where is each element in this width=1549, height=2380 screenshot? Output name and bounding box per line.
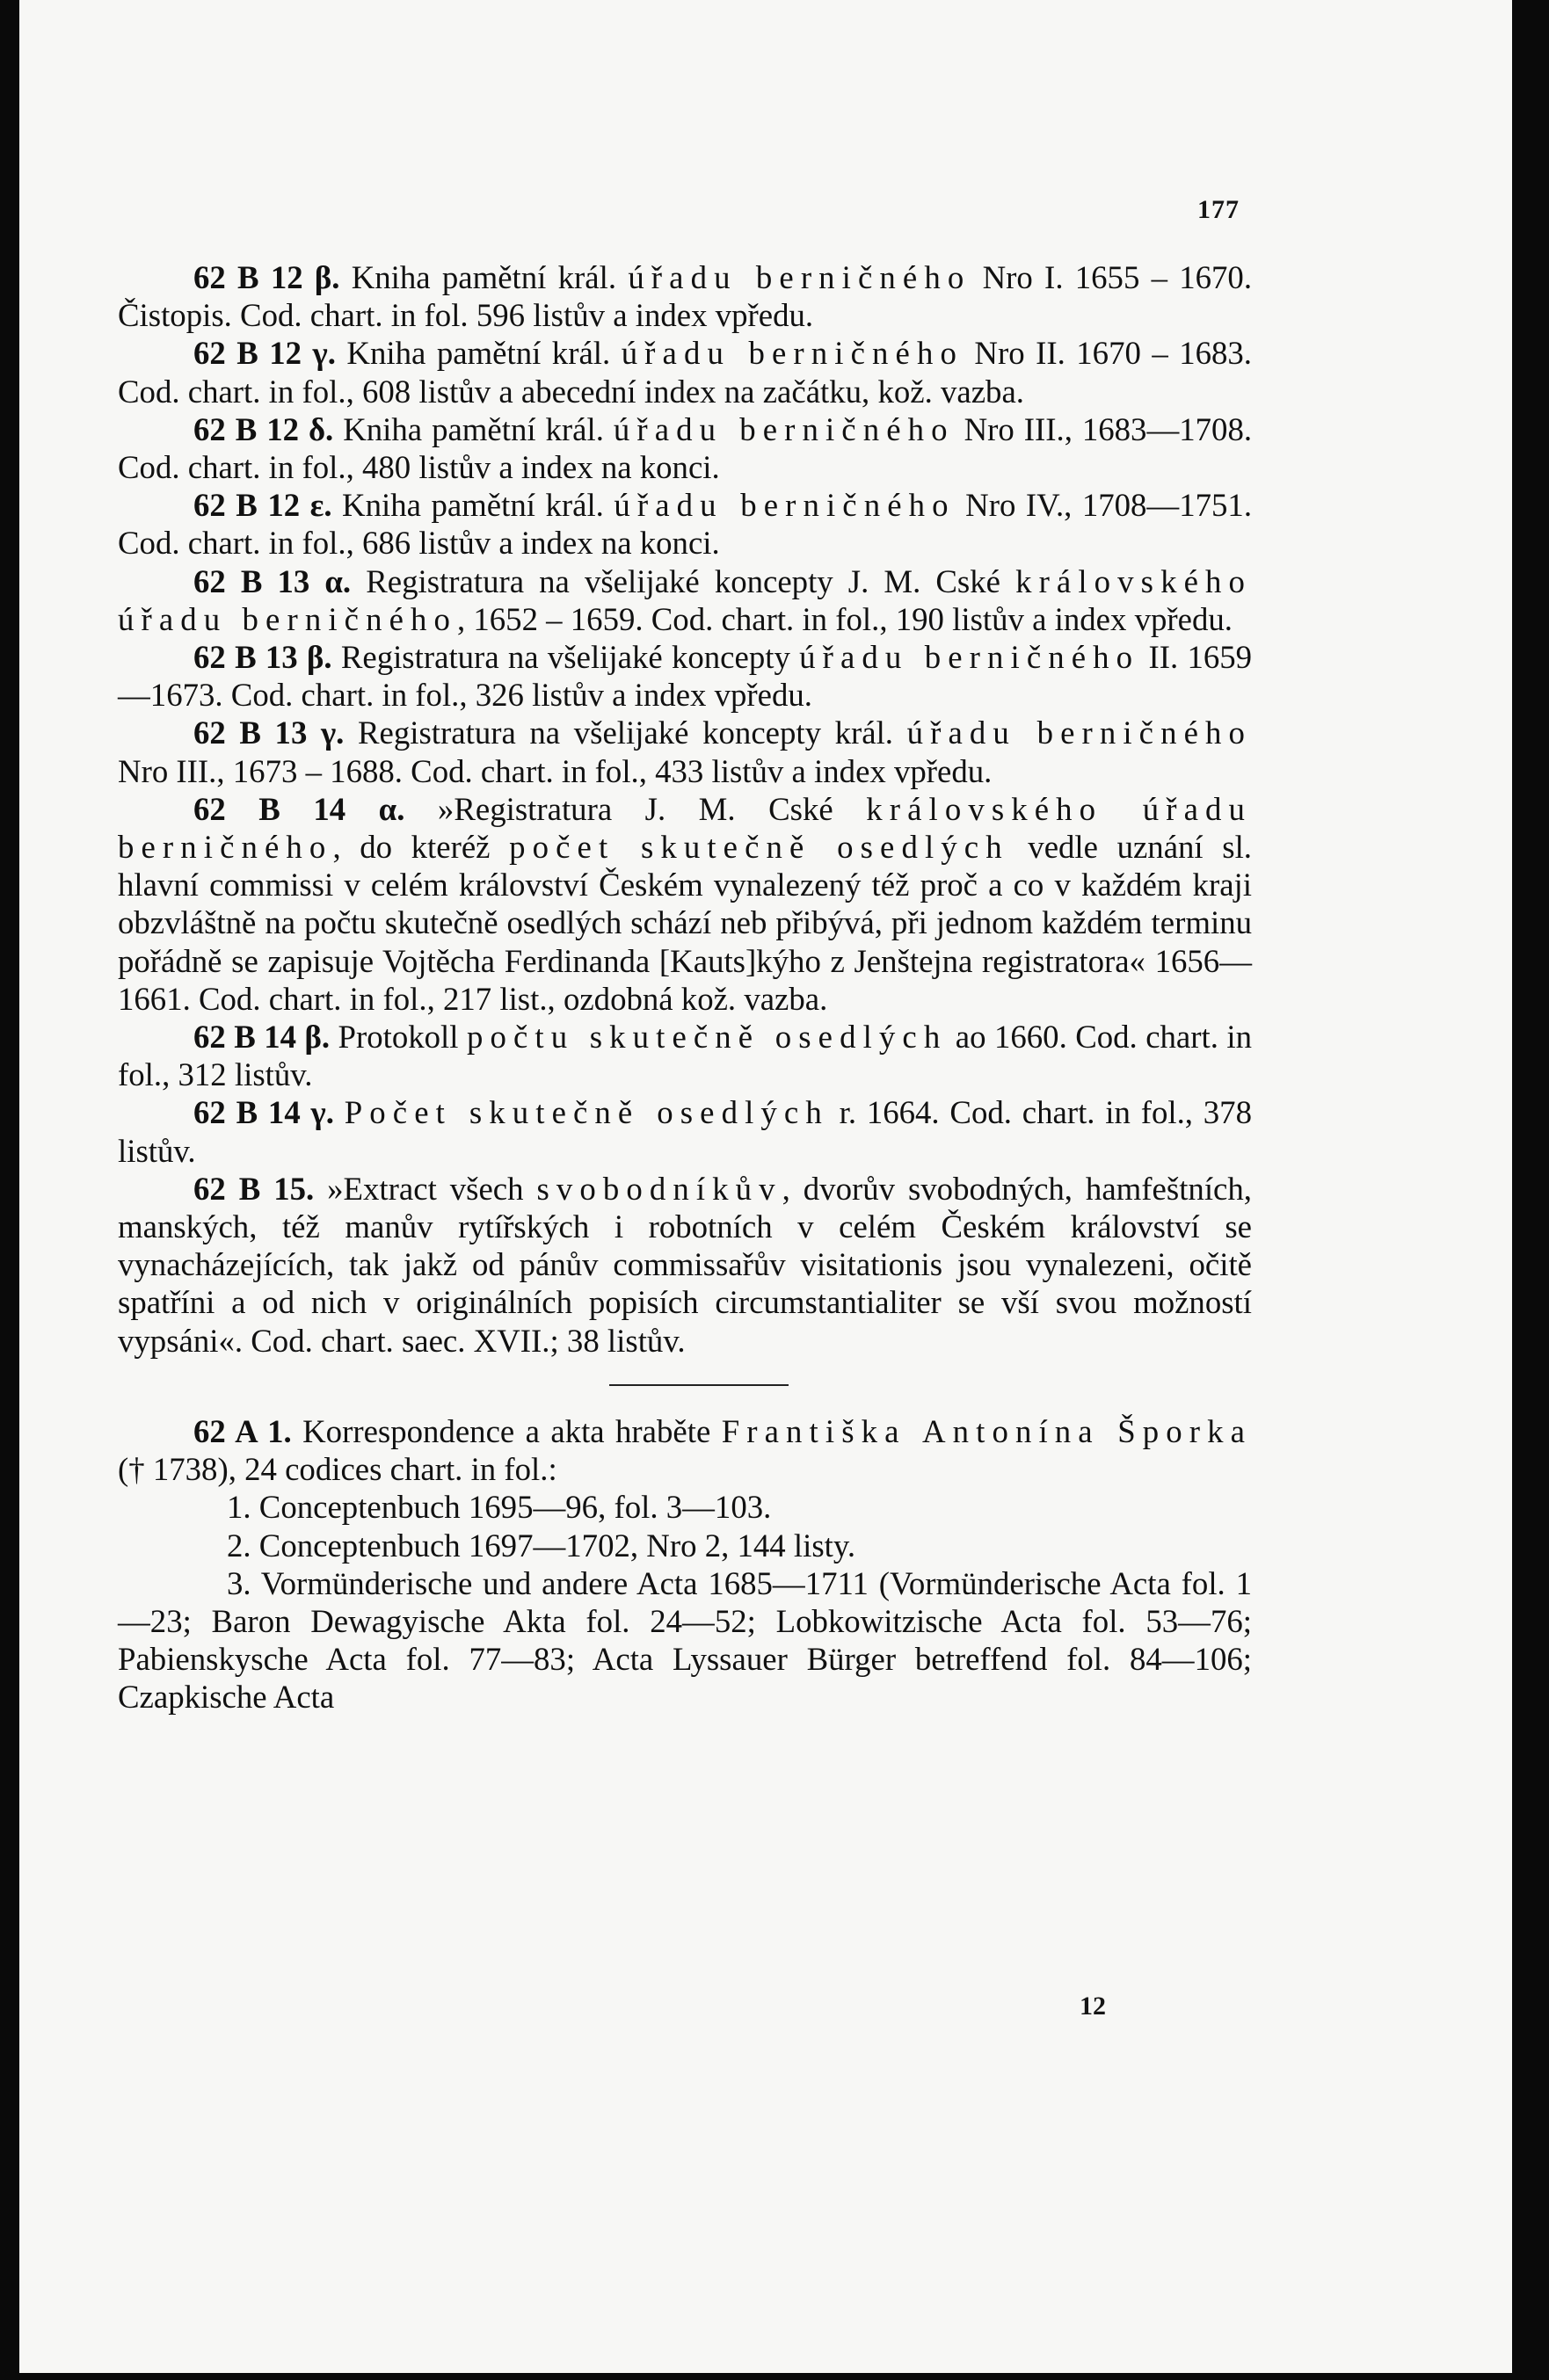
entry-text: Kniha pamětní král. xyxy=(346,335,611,372)
catalog-entry xyxy=(118,334,1252,410)
entry-text: »Extract všech xyxy=(327,1170,524,1207)
catalog-entry xyxy=(118,790,1252,1018)
shelfmark: 62 B 13 β. xyxy=(193,639,332,676)
entry-text: Nro III., 1683—1708. Cod. chart. in fol., 480 listův a index na konci. xyxy=(118,410,1253,486)
entry-text: Registratura na všelijaké koncepty J. M. Cské xyxy=(366,562,1000,599)
entry-text: Nro IV., 1708—1751. Cod. chart. in fol., 686 listův a index na konci. xyxy=(118,487,1253,562)
shelfmark: 62 B 12 δ. xyxy=(193,410,334,447)
entry-text: , dvorův svobodných, hamfeštních, manských, též manův rytířských i robotních v celém Českém království se vynacházejících, tak jakž od pánův commissařův visitationis jsou vynalezeni, očitě spatříni a od nich v originálních popisích circumstantialiter se vší svou možností vypsáni«. Cod. chart. saec. XVII.; 38 listův. xyxy=(118,1170,1252,1359)
entry-text: Korrespondence a akta hraběte xyxy=(302,1412,711,1449)
entry-text: II. 1659—1673. Cod. chart. in fol., 326 listův a index vpředu. xyxy=(118,639,1253,714)
list-item: 3. Vormünderische und andere Acta 1685—1711 (Vormünderische Acta fol. 1—23; Baron Dewagyische Akta fol. 24—52; Lobkowitzische Acta fol. 53—76; Pabienskysche Acta fol. 77—83; Acta Lyssauer Bürger betreffend fol. 84—106; Czapkische Acta xyxy=(118,1564,1252,1716)
entry-text: Kniha pamětní král. xyxy=(351,259,617,295)
signature-mark: 12 xyxy=(1080,1992,1106,2021)
spaced-text: počtu skutečně osedlých xyxy=(466,1019,948,1056)
section-divider xyxy=(609,1384,789,1386)
spaced-text: Počet skutečně osedlých xyxy=(344,1094,829,1131)
entry-text: Nro II. 1670 – 1683. Cod. chart. in fol., 608 listův a abecední index na začátku, kož. vazba. xyxy=(118,335,1252,410)
catalog-entry xyxy=(118,1093,1252,1169)
book-page xyxy=(19,0,1512,2373)
list-item: 2. Conceptenbuch 1697—1702, Nro 2, 144 listy. xyxy=(227,1527,856,1564)
catalog-entry xyxy=(118,1412,1252,1488)
shelfmark: 62 B 12 β. xyxy=(193,259,340,295)
spaced-text: úřadu berničného xyxy=(614,487,956,524)
shelfmark: 62 B 14 β. xyxy=(193,1019,331,1056)
entry-text: Nro I. 1655 – 1670. Čistopis. Cod. chart. in fol. 596 listův a index vpředu. xyxy=(118,259,1253,334)
spaced-text: svobodníkův xyxy=(536,1170,782,1207)
shelfmark: 62 B 15. xyxy=(193,1170,315,1207)
shelfmark: 62 B 12 ε. xyxy=(193,487,332,524)
shelfmark: 62 B 12 γ. xyxy=(193,335,336,372)
entry-text: r. 1664. Cod. chart. in fol., 378 listův. xyxy=(118,1094,1252,1169)
shelfmark: 62 B 13 γ. xyxy=(193,715,345,751)
spaced-text: počet skutečně osedlých xyxy=(509,829,1009,866)
spaced-text: úřadu berničného xyxy=(906,715,1253,751)
entry-text: vedle uznání sl. hlavní commissi v celém království Českém vynalezený též proč a co v každém kraji obzvláštně na počtu skutečně osedlých schází neb přibývá, při jednom každém terminu pořádně se zapisuje Vojtěcha Ferdinanda [Kauts]kýho z Jenštejna registratora« 1656—1661. Cod. chart. in fol., 217 list., ozdobná kož. vazba. xyxy=(118,829,1252,1017)
catalog-entry xyxy=(118,486,1252,562)
shelfmark: 62 B 14 γ. xyxy=(193,1094,334,1131)
spaced-text: královského úřadu berničného xyxy=(118,562,1252,637)
catalog-entry xyxy=(118,562,1252,638)
spaced-text: úřadu berničného xyxy=(621,335,964,372)
shelfmark: 62 B 14 α. xyxy=(193,790,405,827)
shelfmark: 62 A 1. xyxy=(193,1412,292,1449)
spaced-text: Františka Antonína Šporka xyxy=(721,1412,1253,1449)
shelfmark: 62 B 13 α. xyxy=(193,562,352,599)
entry-text: Nro III., 1673 – 1688. Cod. chart. in fol., 433 listův a index vpředu. xyxy=(118,752,993,789)
spaced-text: královského úřadu berničného xyxy=(118,790,1253,866)
entry-text: Registratura na všelijaké koncepty xyxy=(340,639,790,676)
list-item: 1. Conceptenbuch 1695—96, fol. 3—103. xyxy=(227,1489,772,1526)
entry-text: Kniha pamětní král. xyxy=(342,487,604,524)
entry-text: Protokoll xyxy=(338,1019,459,1056)
entry-text: »Registratura J. M. Cské xyxy=(437,790,833,827)
catalog-entry xyxy=(118,1018,1252,1093)
entry-text: Kniha pamětní král. xyxy=(343,410,604,447)
catalog-entry xyxy=(118,1170,1252,1360)
catalog-entry xyxy=(118,258,1252,334)
entry-text: Registratura na všelijaké koncepty král. xyxy=(357,715,894,751)
entry-text: († 1738), 24 codices chart. in fol.: xyxy=(118,1451,557,1488)
entry-text: ao 1660. Cod. chart. in fol., 312 listův. xyxy=(118,1019,1252,1093)
entry-text: , 1652 – 1659. Cod. chart. in fol., 190 listův a index vpředu. xyxy=(456,600,1233,637)
catalog-entry xyxy=(118,410,1252,486)
spaced-text: úřadu berničného xyxy=(799,639,1140,676)
page-number: 177 xyxy=(1197,195,1240,224)
catalog-entry xyxy=(118,638,1252,714)
spaced-text: úřadu berničného xyxy=(628,259,971,295)
spaced-text: úřadu berničného xyxy=(613,410,955,447)
catalog-entries xyxy=(118,258,1252,1716)
catalog-entry xyxy=(118,714,1252,789)
entry-text: , do kteréž xyxy=(332,829,491,866)
